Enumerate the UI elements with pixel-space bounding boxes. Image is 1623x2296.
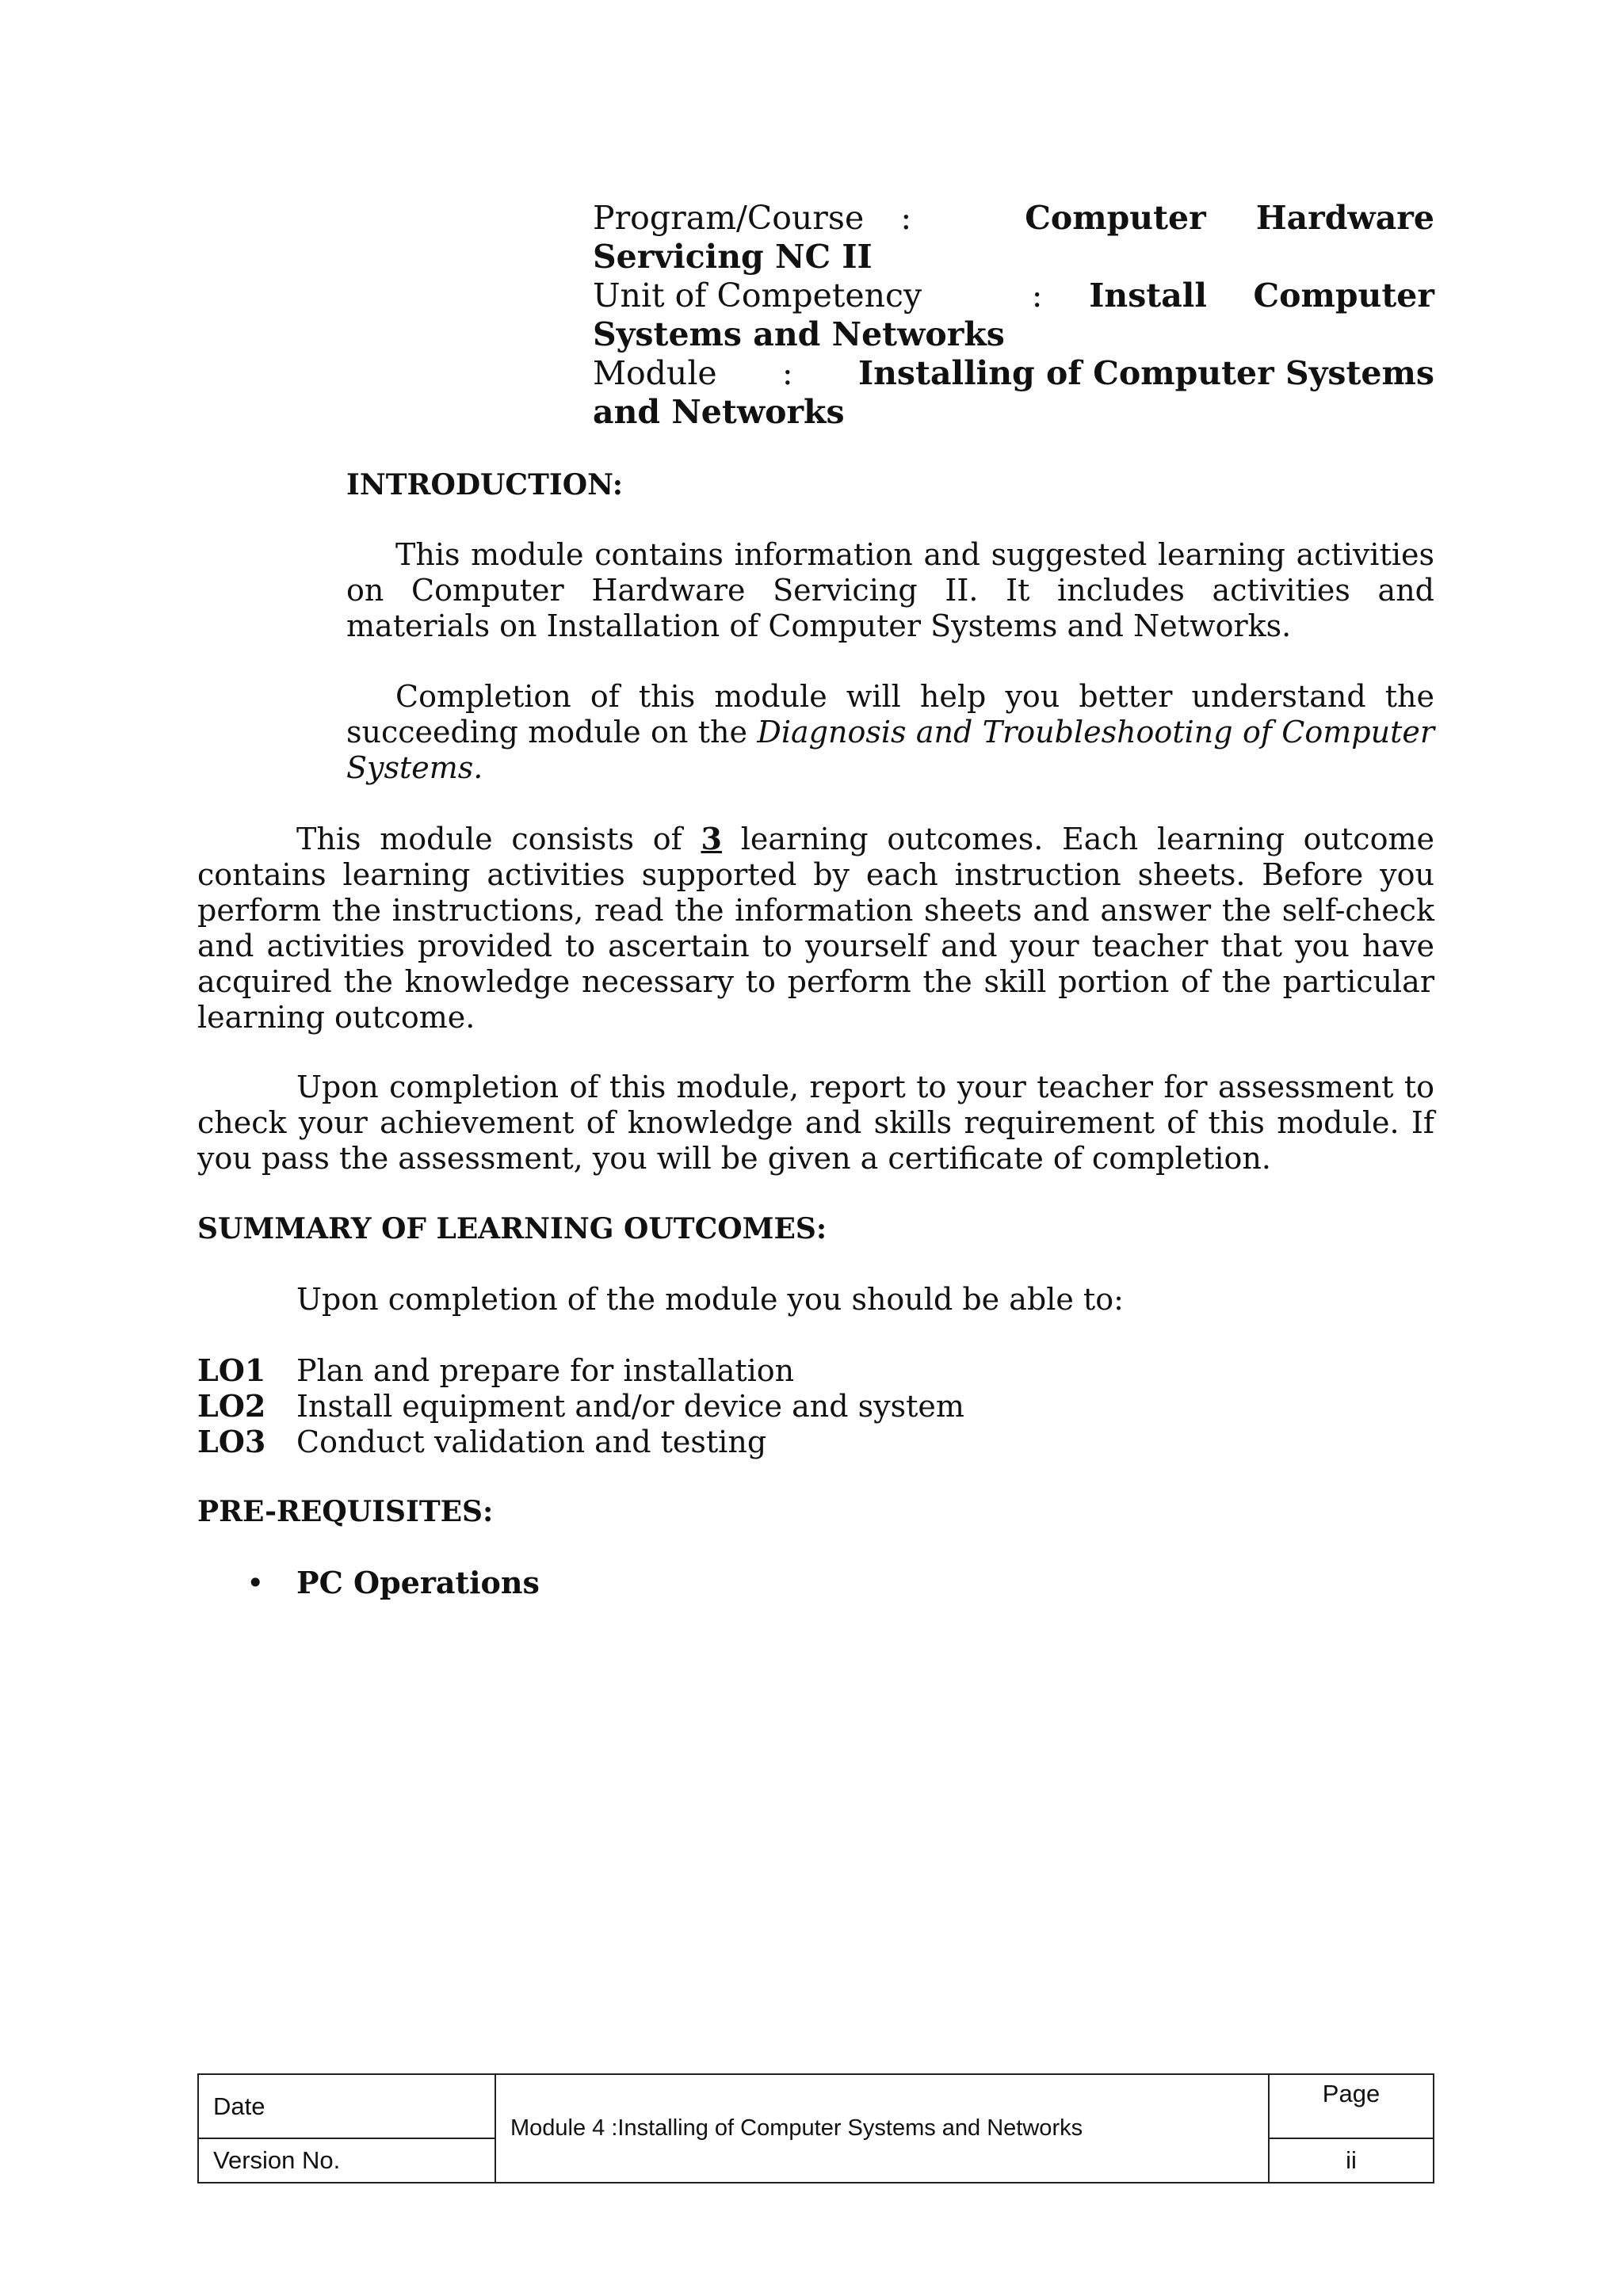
footer-module-cell (495, 2074, 1269, 2183)
footer-page-number: ii (1346, 2146, 1357, 2175)
learning-outcome-2 (197, 1388, 964, 1425)
footer-version-label: Version No. (213, 2146, 341, 2175)
learning-outcome-1 (197, 1352, 794, 1389)
learning-outcome-count: 3 (701, 821, 722, 856)
module-value: Installing of Computer Systems (857, 354, 1434, 392)
module-colon: : (781, 354, 793, 392)
unit-value-2: Computer (1253, 277, 1434, 315)
lo-text: Conduct validation and testing (296, 1425, 767, 1459)
footer-table (197, 2073, 1434, 2183)
footer-version-cell (198, 2138, 495, 2183)
program-value-cont: Servicing NC II (593, 238, 873, 276)
summary-intro: Upon completion of the module you should be able to: (296, 1282, 1124, 1317)
unit-colon: : (1031, 277, 1043, 315)
learning-outcome-3 (197, 1424, 766, 1460)
footer-page-label: Page (1322, 2080, 1381, 2107)
program-course-row (593, 199, 1434, 277)
module-label: Module (593, 354, 717, 392)
lo-code: LO3 (197, 1424, 266, 1459)
module-row (593, 354, 1434, 432)
summary-heading: SUMMARY OF LEARNING OUTCOMES: (197, 1212, 827, 1245)
intro-paragraph-2-text: Completion of this module will help you better understand the succeeding module on the (346, 679, 1434, 749)
lo-code: LO2 (197, 1388, 266, 1424)
footer-page-label-cell (1269, 2074, 1434, 2138)
introduction-heading: INTRODUCTION: (346, 468, 623, 502)
program-value-2: Hardware (1255, 199, 1434, 237)
intro-paragraph-3-start: This module consists of (296, 822, 701, 856)
intro-paragraph-4: Upon completion of this module, report to your teacher for assessment to check your achievement of knowledge and skills requirement of this module. If you pass the assessment, you will be given a certificate of completion. (197, 1070, 1434, 1176)
bullet-icon: • (246, 1566, 265, 1600)
prerequisite-item (246, 1565, 540, 1601)
intro-paragraph-2 (346, 679, 1434, 786)
unit-value-cont: Systems and Networks (593, 315, 1005, 353)
module-value-cont: and Networks (593, 393, 845, 431)
program-colon: : (900, 199, 912, 237)
footer-date-label: Date (213, 2092, 265, 2120)
program-label: Program/Course (593, 199, 865, 237)
lo-text: Install equipment and/or device and system (296, 1389, 964, 1424)
unit-of-competency-row (593, 277, 1434, 354)
intro-paragraph-3 (197, 821, 1434, 1035)
lo-code: LO1 (197, 1352, 266, 1388)
prerequisites-heading: PRE-REQUISITES: (197, 1495, 494, 1528)
unit-value-1: Install (1089, 277, 1207, 315)
intro-paragraph-3-end: learning outcomes. Each learning outcome contains learning activities supported by each instruction sheets. Before you perform the instructions, read the information sheets and answer the self-check and activities provided to ascertain to yourself and your teacher that you have acquired the knowledge necessary to perform the skill portion of the particular learning outcome. (197, 822, 1434, 1035)
program-value-1: Computer (1025, 199, 1206, 237)
prerequisite-text: PC Operations (296, 1565, 540, 1600)
intro-paragraph-1: This module contains information and suggested learning activities on Computer Hardware Servicing II. It includes activities and materials on Installation of Computer Systems and Networks. (346, 537, 1434, 643)
intro-paragraph-2-italic: Diagnosis and Troubleshooting of Computer Systems. (346, 715, 1435, 785)
unit-label: Unit of Competency (593, 277, 922, 315)
footer-module-title: Module 4 :Installing of Computer Systems and Networks (510, 2115, 1083, 2141)
footer-page-number-cell (1269, 2138, 1434, 2183)
footer-date-cell (198, 2074, 495, 2138)
lo-text: Plan and prepare for installation (296, 1353, 795, 1388)
